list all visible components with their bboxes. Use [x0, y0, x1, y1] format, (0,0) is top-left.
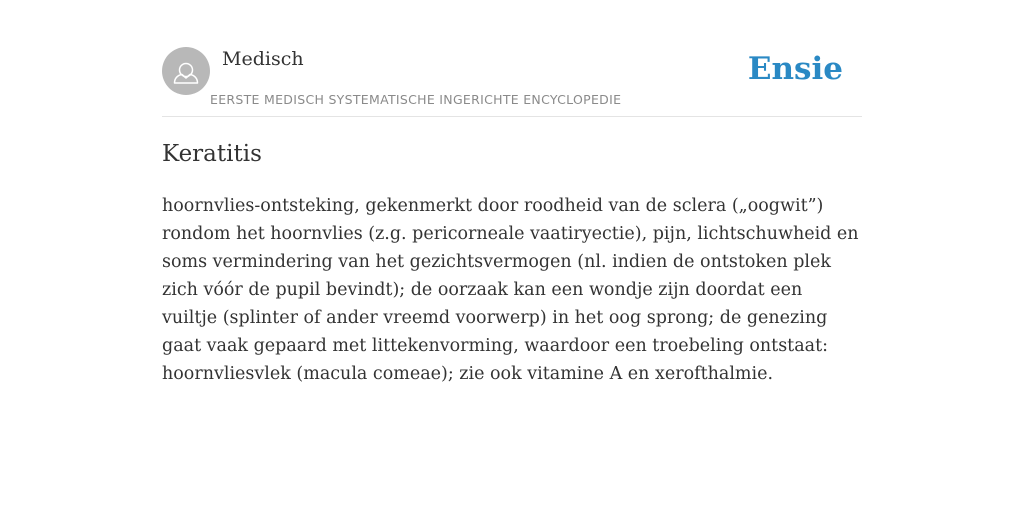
person-icon — [162, 47, 210, 95]
entry-title: Keratitis — [162, 141, 262, 167]
ensie-logo[interactable]: Ensie — [747, 51, 843, 87]
source-header — [162, 47, 862, 117]
entry-definition: hoornvlies-ontsteking, gekenmerkt door roodheid van de sclera („oogwit”) rondom het hoornvlies (z.g. pericorneale vaatiryectie), pijn, lichtschuwheid en soms vermindering van het gezichtsvermogen (nl. indien de ontstoken plek zich vóór de pupil bevindt); de oorzaak kan een wondje zijn doordat een vuiltje (splinter of ander vreemd voorwerp) in het oog sprong; de genezing gaat vaak gepaard met littekenvorming, waardoor een troebeling ontstaat: hoornvliesvlek (macula comeae); zie ook vitamine A en xerofthalmie. — [162, 196, 859, 384]
avatar[interactable] — [162, 47, 210, 95]
source-name[interactable]: Medisch — [222, 48, 304, 70]
source-subtitle: EERSTE MEDISCH SYSTEMATISCHE INGERICHTE ENCYCLOPEDIE — [210, 92, 622, 107]
